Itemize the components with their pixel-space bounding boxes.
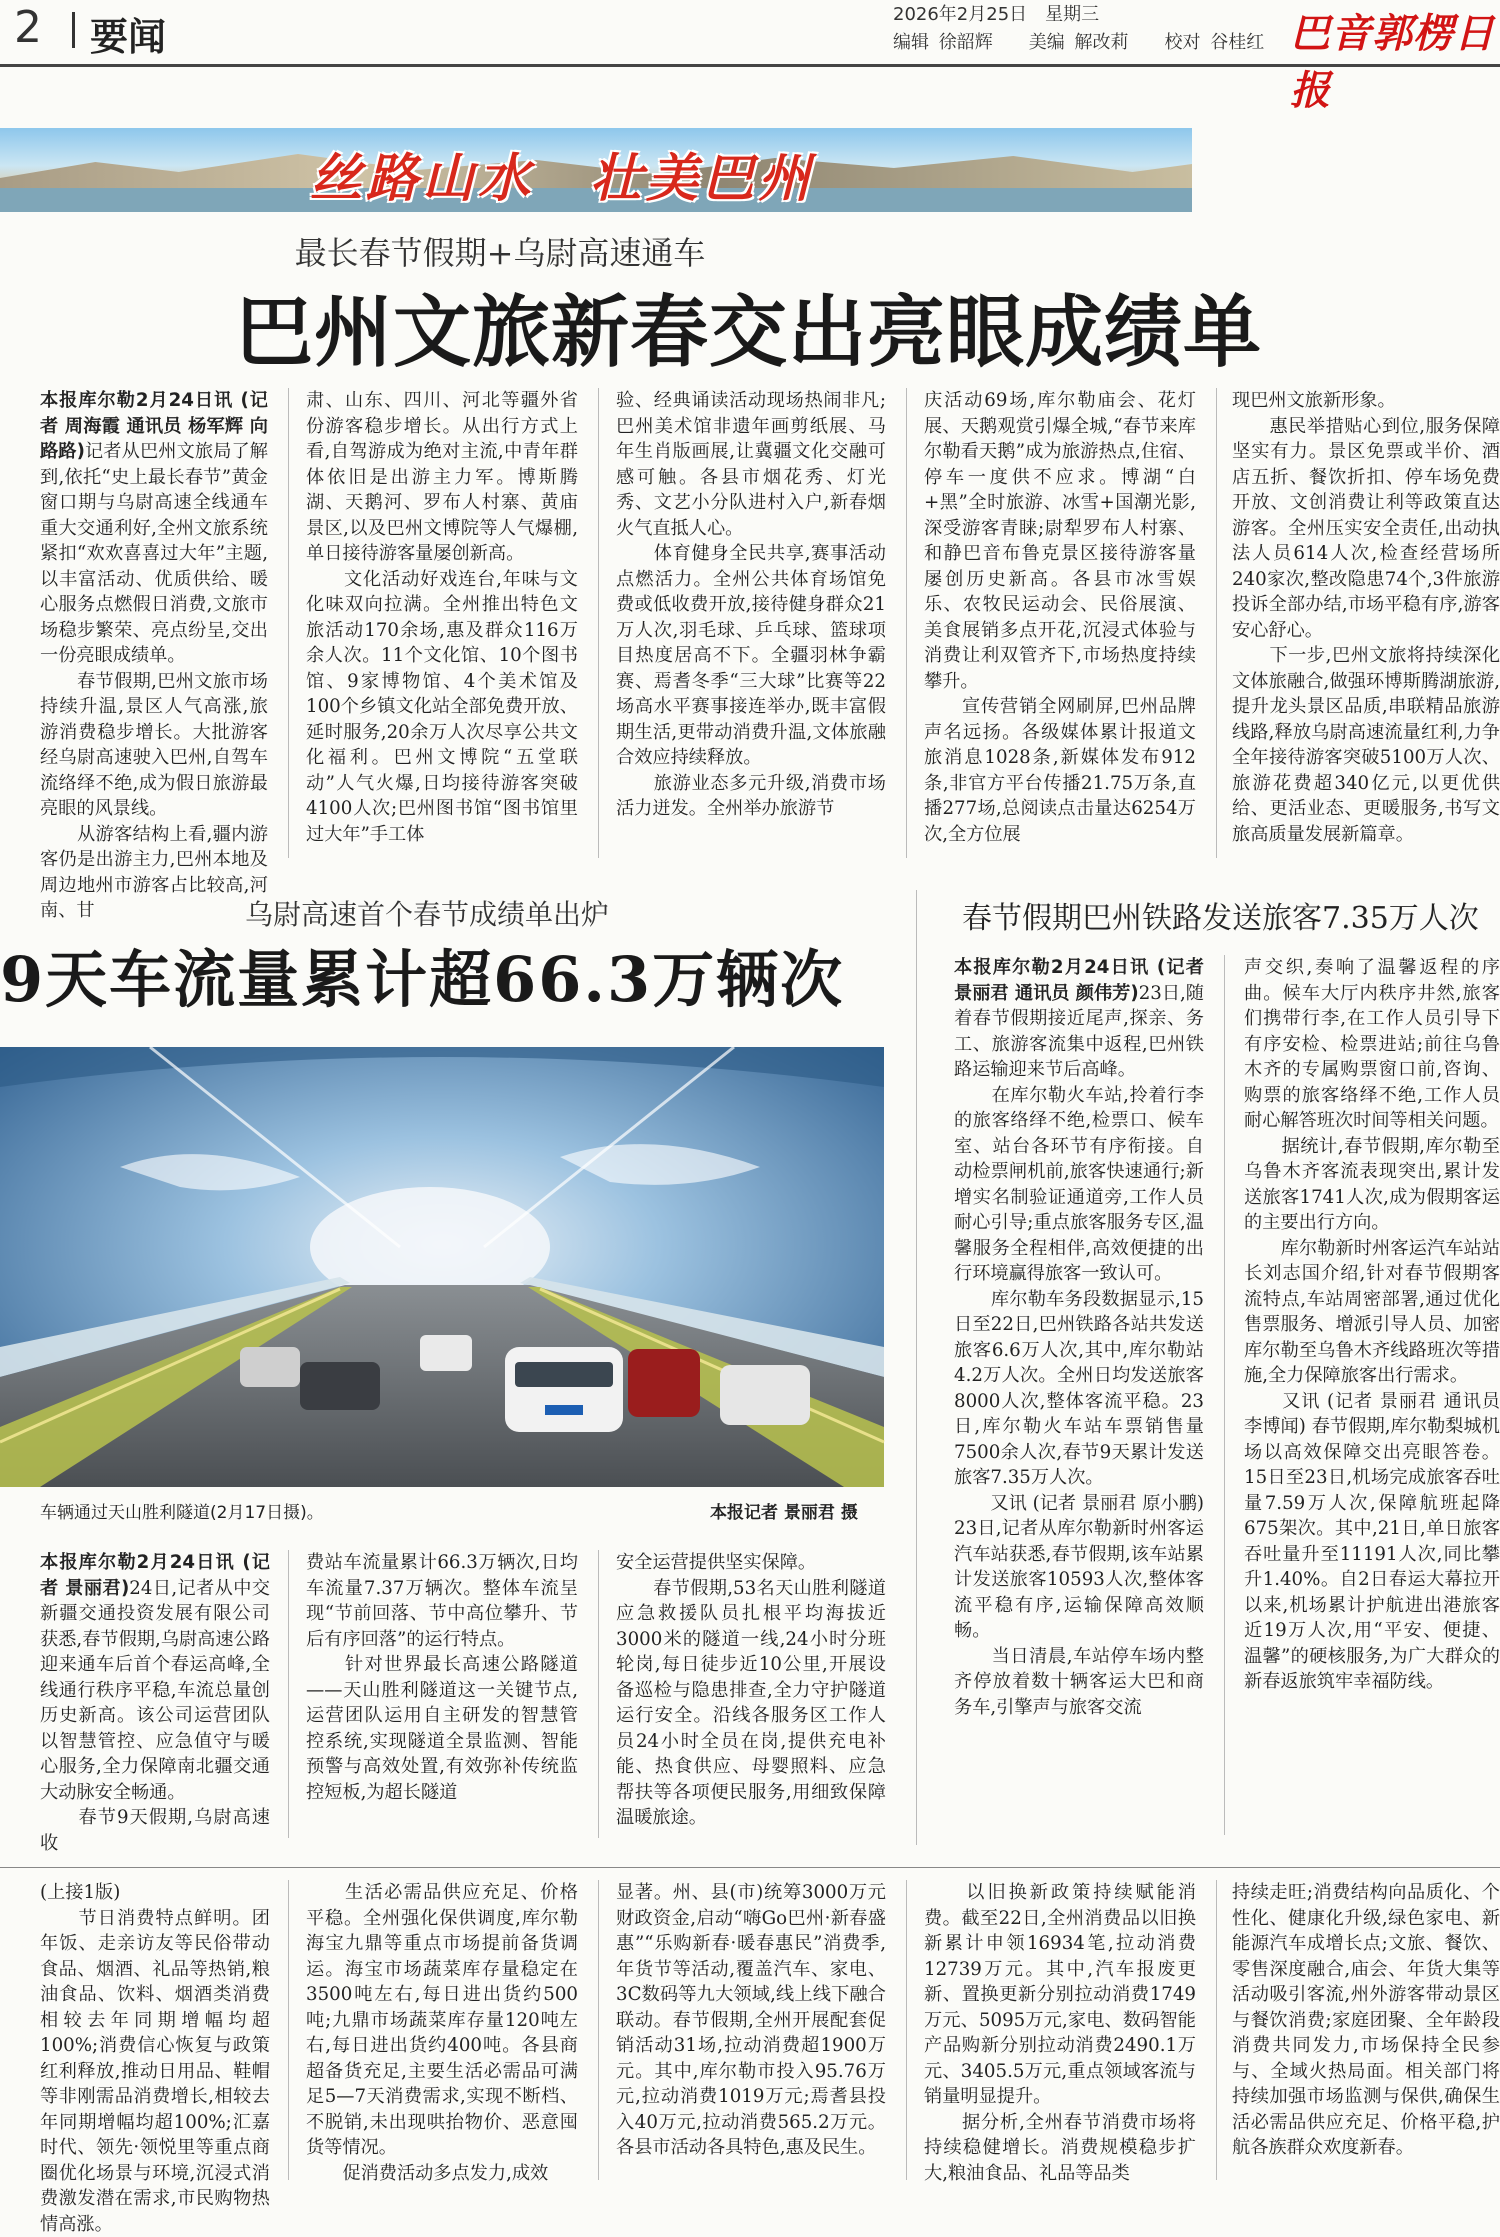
photo-caption: 车辆通过天山胜利隧道(2月17日摄)。	[40, 1503, 324, 1523]
tunnel-photo-illustration	[0, 1047, 884, 1487]
article4-column-5: 持续走旺;消费结构向品质化、个性化、健康化升级,绿色家电、新能源汽车成增长点;文旅、餐饮、零售深度融合,庙会、年货大集等活动吸引客流,州外游客带动景区与餐饮消费;家庭团聚、全年龄段消费共同发力,市场保持全民参与、全域火热局面。相关部门将持续加强市场监测与保供,确保生活必需品供应充足、价格平稳,护航各族群众欢度新春。	[1232, 1882, 1500, 2158]
column-divider	[598, 388, 599, 858]
issue-date: 2026年2月25日 星期三	[893, 4, 1100, 25]
article3-headline: 春节假期巴州铁路发送旅客7.35万人次	[962, 901, 1479, 936]
header-divider	[72, 12, 75, 48]
section-rule	[0, 1867, 1500, 1868]
article2-kicker: 乌尉高速首个春节成绩单出炉	[245, 898, 610, 931]
section-name: 要闻	[90, 15, 167, 59]
article2-column-3: 安全运营提供坚实保障。 春节假期,53名天山胜利隧道应急救援队员扎根平均海拔近3000米的隧道一线,24小时分班轮岗,每日徒步近10公里,开展设备巡检与隐患排查,全力守护隧道运行安全。沿线各服务区工作人员24小时全员在岗,提供充电补能、热食供应、母婴照料、应急帮扶等各项便民服务,用细致保障温暖旅途。	[616, 1552, 886, 1828]
article3-column-1	[954, 955, 1211, 1840]
staff-credits	[893, 28, 1264, 54]
proofreader-credit: 校对 谷桂红	[1164, 32, 1265, 53]
article4-column-2: 生活必需品供应充足、价格平稳。全州强化保供调度,库尔勒海宝九鼎等重点市场提前备货调运。海宝市场蔬菜库存量稳定在3500吨左右,每日进出货约500吨;九鼎市场蔬菜库存量120吨左右,每日进出货约400吨。各县商超备货充足,主要生活必需品可满足5—7天消费需求,实现不断档、不脱销,未出现哄抬物价、恶意囤货等情况。 促消费活动多点发力,成效	[306, 1882, 578, 2184]
column-divider	[1216, 1880, 1217, 2180]
column-divider	[288, 1880, 289, 2180]
article4-column-1: (上接1版) 节日消费特点鲜明。团年饭、走亲访友等民俗带动食品、烟酒、礼品等热销,粮油食品、饮料、烟酒类消费相较去年同期增幅均超100%;消费信心恢复与政策红利释放,推动日用品、鞋帽等非刚需品消费增长,相较去年同期增幅均超100%;汇嘉时代、领先·领悦里等重点商圈优化场景与环境,沉浸式消费激发潜在需求,市民购物热情高涨。	[40, 1882, 270, 2235]
article2-column-1	[40, 1550, 270, 1854]
banner-title: 丝路山水 壮美巴州	[310, 149, 815, 209]
page-header	[0, 0, 1500, 114]
article1-col1-text: 记者从巴州文旅局了解到,依托“史上最长春节”黄金窗口期与乌尉高速全线通车重大交通利好,全州文旅系统紧扣“欢欢喜喜过大年”主题,以丰富活动、优质供给、暖心服务点燃假日消费,文旅市场稳步繁荣、亮点纷呈,交出一份亮眼成绩单。 春节假期,巴州文旅市场持续升温,景区人气高涨,旅游消费稳步增长。大批游客经乌尉高速驶入巴州,自驾车流络绎不绝,成为假日旅游最亮眼的风景线。 从游客结构上看,疆内游客仍是出游主力,巴州本地及周边地州市游客占比较高,河南、甘	[40, 441, 268, 921]
tunnel-photo	[0, 1047, 884, 1487]
article2-dateline: 本报库尔勒2月24日讯 (记者 景丽君)	[40, 1552, 270, 1599]
masthead-logo: 巴音郭楞日报	[1290, 10, 1495, 114]
article2-col1-text: 24日,记者从中交新疆交通投资发展有限公司获悉,春节假期,乌尉高速公路迎来通车后首个春运高峰,全线通行秩序平稳,车流总量创历史新高。该公司运营团队以智慧管控、应急值守与暖心服务,全力保障南北疆交通大动脉安全畅通。 春节9天假期,乌尉高速收	[40, 1577, 270, 1854]
article3-dateline: 本报库尔勒2月24日讯 (记者 景丽君 通讯员 颜伟芳)	[954, 957, 1211, 1004]
column-divider	[906, 388, 907, 858]
column-divider	[1216, 388, 1217, 858]
article1-column-2: 肃、山东、四川、河北等疆外省份游客稳步增长。从出行方式上看,自驾游成为绝对主流,中青年群体依旧是出游主力军。博斯腾湖、天鹅河、罗布人村寨、黄庙景区,以及巴州文博院等人气爆棚,单日接待游客量屡创新高。 文化活动好戏连台,年味与文化味双向拉满。全州推出特色文旅活动170余场,惠及群众116万余人次。11个文化馆、10个图书馆、9家博物馆、4个美术馆及100个乡镇文化站全部免费开放、延时服务,20余万人次尽享公共文化福利。巴州文博院“五堂联动”人气火爆,日均接待游客突破4100人次;巴州图书馆“图书馆里过大年”手工体	[306, 390, 578, 845]
article2-column-2: 费站车流量累计66.3万辆次,日均车流量7.37万辆次。整体车流呈现“节前回落、节中高位攀升、节后有序回落”的运行特点。 针对世界最长高速公路隧道——天山胜利隧道这一关键节点,运营团队运用自主研发的智慧管控系统,实现隧道全景监测、智能预警与高效处置,有效弥补传统监控短板,为超长隧道	[306, 1552, 578, 1803]
section-banner	[0, 128, 1192, 212]
header-rule	[0, 64, 1500, 67]
article1-dateline: 本报库尔勒2月24日讯 (记者 周海霞 通讯员 杨军辉 向路路)	[40, 390, 268, 462]
column-divider	[288, 1550, 289, 1838]
article1-column-4: 庆活动69场,库尔勒庙会、花灯展、天鹅观赏引爆全城,“春节来库尔勒看天鹅”成为旅游热点,住宿、停车一度供不应求。博湖“白+黑”全时旅游、冰雪+国潮光影,深受游客青睐;尉犁罗布人村寨、和静巴音布鲁克景区接待游客量屡创历史新高。各县市冰雪娱乐、农牧民运动会、民俗展演、美食展销多点开花,沉浸式体验与消费让利双管齐下,市场热度持续攀升。 宣传营销全网刷屏,巴州品牌声名远扬。各级媒体累计报道文旅消息1028条,新媒体发布912条,非官方平台传播21.75万条,直播277场,总阅读点击量达6254万次,全方位展	[924, 390, 1196, 845]
article1-headline: 巴州文旅新春交出亮眼成绩单	[235, 288, 1263, 378]
photo-credit: 本报记者 景丽君 摄	[710, 1503, 858, 1523]
column-divider	[906, 1880, 907, 2180]
article1-column-3: 验、经典诵读活动现场热闹非凡;巴州美术馆非遗年画剪纸展、马年生肖版画展,让冀疆文化交融可感可触。各县市烟花秀、灯光秀、文艺小分队进村入户,新春烟火气直抵人心。 体育健身全民共享,赛事活动点燃活力。全州公共体育场馆免费或低收费开放,接待健身群众21万人次,羽毛球、乒乓球、篮球项目热度居高不下。全疆羽林争霸赛、焉耆冬季“三大球”比赛等22场高水平赛事接连举办,既丰富假期生活,更带动消费升温,文体旅融合效应持续释放。 旅游业态多元升级,消费市场活力迸发。全州举办旅游节	[616, 390, 886, 819]
designer-credit: 美编 解改莉	[1028, 32, 1129, 53]
page-number: 2	[14, 2, 42, 53]
column-divider	[1224, 955, 1225, 1835]
column-divider	[598, 1880, 599, 2180]
article4-column-3: 显著。州、县(市)统筹3000万元财政资金,启动“嗨Go巴州·新春盛惠”“乐购新春·暖春惠民”消费季,年货节等活动,覆盖汽车、家电、3C数码等九大领域,线上线下融合联动。春节假期,全州开展配套促销活动31场,拉动消费超1900万元。其中,库尔勒市投入95.76万元,拉动消费1019万元;焉耆县投入40万元,拉动消费565.2万元。各县市活动各具特色,惠及民生。	[616, 1882, 886, 2158]
editor-credit: 编辑 徐韶辉	[893, 32, 993, 53]
article4-column-4: 以旧换新政策持续赋能消费。截至22日,全州消费品以旧换新累计申领16934笔,拉动消费12739万元。其中,汽车报废更新、置换更新分别拉动消费1749万元、5095万元,家电、数码智能产品购新分别拉动消费2490.1万元、3405.5万元,重点领域客流与销量明显提升。 据分析,全州春节消费市场将持续稳健增长。消费规模稳步扩大,粮油食品、礼品等品类	[924, 1882, 1196, 2184]
column-divider	[598, 1550, 599, 1838]
article2-headline: 9天车流量累计超66.3万辆次	[0, 943, 845, 1016]
column-divider	[916, 890, 917, 1845]
article3-column-2: 声交织,奏响了温馨返程的序曲。候车大厅内秩序井然,旅客们携带行李,在工作人员引导下有序安检、检票进站;前往乌鲁木齐的专属购票窗口前,咨询、购票的旅客络绎不绝,工作人员耐心解答班次时间等相关问题。 据统计,春节假期,库尔勒至乌鲁木齐客流表现突出,累计发送旅客1741人次,成为假期客运的主要出行方向。 库尔勒新时州客运汽车站站长刘志国介绍,针对春节假期客流特点,车站周密部署,通过优化售票服务、增派引导人员、加密库尔勒至乌鲁木齐线路班次等措施,全力保障旅客出行需求。 又讯 (记者 景丽君 通讯员 李博闻) 春节假期,库尔勒梨城机场以高效保障交出亮眼答卷。15日至23日,机场完成旅客吞吐量7.59万人次,保障航班起降675架次。其中,21日,单日旅客吞吐量升至11191人次,同比攀升1.40%。自2日春运大幕拉开以来,机场累计护航进出港旅客近19万人次,用“平安、便捷、温馨”的硬核服务,为广大群众的新春返旅筑牢幸福防线。	[1244, 957, 1500, 1692]
article1-column-5: 现巴州文旅新形象。 惠民举措贴心到位,服务保障坚实有力。景区免票或半价、酒店五折、餐饮折扣、停车场免费开放、文创消费让利等政策直达游客。全州压实安全责任,出动执法人员614人次,检查经营场所240家次,整改隐患74个,3件旅游投诉全部办结,市场平稳有序,游客安心舒心。 下一步,巴州文旅将持续深化文体旅融合,做强环博斯腾湖旅游,提升龙头景区品质,串联精品旅游线路,释放乌尉高速流量红利,力争全年接待游客突破5100万人次、旅游花费超340亿元,以更优供给、更活业态、更暖服务,书写文旅高质量发展新篇章。	[1232, 390, 1500, 845]
column-divider	[288, 388, 289, 858]
article3-col1-text: 23日,随着春节假期接近尾声,探亲、务工、旅游客流集中返程,巴州铁路运输迎来节后高峰。 在库尔勒火车站,拎着行李的旅客络绎不绝,检票口、候车室、站台各环节有序衔接。自动检票闸机前,旅客快速通行;新增实名制验证通道旁,工作人员耐心引导;重点旅客服务专区,温馨服务全程相伴,高效便捷的出行环境赢得旅客一致认可。 库尔勒车务段数据显示,15日至22日,巴州铁路各站共发送旅客6.6万人次,其中,库尔勒站4.2万人次。全州日均发送旅客8000人次,整体客流平稳。23日,库尔勒火车站车票销售量7500余人次,春节9天累计发送旅客7.35万人次。 又讯 (记者 景丽君 原小鹏) 23日,记者从库尔勒新时州客运汽车站获悉,春节假期,该车站累计发送旅客10593人次,整体客流平稳有序,运输保障高效顺畅。 当日清晨,车站停车场内整齐停放着数十辆客运大巴和商务车,引擎声与旅客交流	[954, 982, 1204, 1718]
article1-kicker: 最长春节假期+乌尉高速通车	[294, 234, 706, 272]
article1-column-1	[40, 388, 268, 921]
